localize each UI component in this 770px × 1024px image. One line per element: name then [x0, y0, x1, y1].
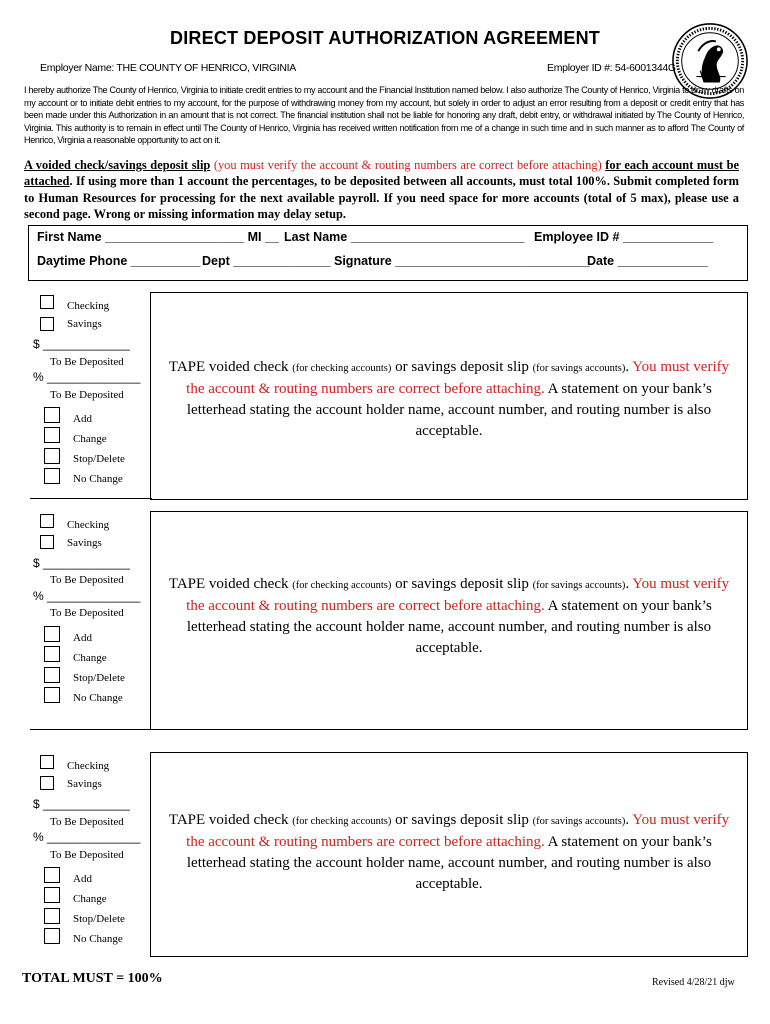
- daytime-phone-field[interactable]: Daytime Phone __________: [37, 254, 201, 268]
- revised-date: Revised 4/28/21 djw: [652, 977, 735, 988]
- account-block-3: [0, 752, 770, 957]
- checking-label: Checking: [67, 519, 110, 531]
- date-field[interactable]: Date _____________: [587, 254, 708, 268]
- dollar-amount-field[interactable]: $ _____________: [33, 556, 130, 570]
- percent-amount-field[interactable]: % ______________: [33, 589, 141, 603]
- dollar-to-be-deposited-label: To Be Deposited: [50, 574, 124, 586]
- no-change-checkbox[interactable]: [44, 928, 60, 944]
- first-name-field[interactable]: First Name ____________________: [37, 230, 245, 244]
- page-title: DIRECT DEPOSIT AUTHORIZATION AGREEMENT: [170, 28, 600, 48]
- change-label: Change: [73, 652, 107, 664]
- last-name-field[interactable]: Last Name _________________________: [284, 230, 525, 244]
- checking-checkbox[interactable]: [40, 514, 54, 528]
- instructions-voided-check: A voided check/savings deposit slip: [24, 158, 211, 172]
- add-checkbox[interactable]: [44, 626, 60, 642]
- change-checkbox[interactable]: [44, 887, 60, 903]
- stop-delete-checkbox[interactable]: [44, 667, 60, 683]
- employee-info-box: [28, 225, 748, 281]
- add-label: Add: [73, 632, 92, 644]
- dollar-to-be-deposited-label: To Be Deposited: [50, 356, 124, 368]
- add-label: Add: [73, 873, 92, 885]
- add-label: Add: [73, 413, 92, 425]
- savings-checkbox[interactable]: [40, 535, 54, 549]
- no-change-label: No Change: [73, 692, 123, 704]
- stop-delete-checkbox[interactable]: [44, 448, 60, 464]
- change-checkbox[interactable]: [44, 646, 60, 662]
- savings-checkbox[interactable]: [40, 776, 54, 790]
- instructions: [24, 157, 739, 223]
- savings-label: Savings: [67, 778, 102, 790]
- no-change-label: No Change: [73, 933, 123, 945]
- account-block-1: [0, 292, 770, 507]
- savings-label: Savings: [67, 318, 102, 330]
- savings-label: Savings: [67, 537, 102, 549]
- instructions-verify-note: (you must verify the account & routing numbers are correct before attaching): [213, 158, 602, 172]
- instructions-must-attach: for each account must be attached: [24, 158, 739, 189]
- tape-check-area: [150, 292, 748, 500]
- percent-to-be-deposited-label: To Be Deposited: [50, 607, 124, 619]
- employer-name: Employer Name: THE COUNTY OF HENRICO, VIRGINIA: [40, 62, 296, 74]
- tape-instructions: TAPE voided check (for checking accounts) or savings deposit slip (for savings accounts). You must verify the account & routing numbers are correct before attaching. A statement on your bank’s letterhead stating the account holder name, account number, and routing number is also acceptable.: [168, 359, 730, 439]
- stop-delete-label: Stop/Delete: [73, 913, 125, 925]
- checking-checkbox[interactable]: [40, 295, 54, 309]
- percent-to-be-deposited-label: To Be Deposited: [50, 849, 124, 861]
- checking-label: Checking: [67, 760, 110, 772]
- dollar-amount-field[interactable]: $ _____________: [33, 797, 130, 811]
- mi-field[interactable]: MI __: [247, 230, 279, 244]
- checking-label: Checking: [67, 300, 110, 312]
- dept-field[interactable]: Dept ______________: [202, 254, 331, 268]
- savings-checkbox[interactable]: [40, 317, 54, 331]
- dollar-to-be-deposited-label: To Be Deposited: [50, 816, 124, 828]
- stop-delete-label: Stop/Delete: [73, 672, 125, 684]
- no-change-checkbox[interactable]: [44, 468, 60, 484]
- no-change-checkbox[interactable]: [44, 687, 60, 703]
- instructions-body: . If using more than 1 account the percentages, to be deposited between all accounts, must total 100%. Submit completed form to Human Resources for processing for the next available payroll. If you need space for more accounts (total of 5 max), please use a second page. Wrong or missing information may delay setup.: [24, 174, 739, 222]
- account-block-2: [0, 511, 770, 733]
- stop-delete-checkbox[interactable]: [44, 908, 60, 924]
- dollar-amount-field[interactable]: $ _____________: [33, 337, 130, 351]
- no-change-label: No Change: [73, 473, 123, 485]
- change-label: Change: [73, 433, 107, 445]
- percent-to-be-deposited-label: To Be Deposited: [50, 389, 124, 401]
- percent-amount-field[interactable]: % ______________: [33, 370, 141, 384]
- employer-id: Employer ID #: 54-6001344G: [547, 62, 676, 74]
- percent-amount-field[interactable]: % ______________: [33, 830, 141, 844]
- tape-instructions: TAPE voided check (for checking accounts) or savings deposit slip (for savings accounts). You must verify the account & routing numbers are correct before attaching. A statement on your bank’s letterhead stating the account holder name, account number, and routing number is also acceptable.: [168, 576, 730, 656]
- change-checkbox[interactable]: [44, 427, 60, 443]
- tape-check-area: [150, 511, 748, 730]
- tape-check-area: [150, 752, 748, 957]
- change-label: Change: [73, 893, 107, 905]
- checking-checkbox[interactable]: [40, 755, 54, 769]
- employee-id-field[interactable]: Employee ID # _____________: [534, 230, 714, 244]
- total-must-equal-100: TOTAL MUST = 100%: [22, 971, 163, 986]
- tape-instructions: TAPE voided check (for checking accounts) or savings deposit slip (for savings accounts). You must verify the account & routing numbers are correct before attaching. A statement on your bank’s letterhead stating the account holder name, account number, and routing number is also acceptable.: [168, 812, 730, 892]
- authorization-text: I hereby authorize The County of Henrico, Virginia to initiate credit entries to my account and the Financial Institution named below. I also authorize The County of Henrico, Virginia to draw drafts on my account or to initiate debit entries to my account, for the purpose of withdrawing money from my account, but solely in order to adjust an error resulting from a deposit or credit entry that has been made under this Authorization in an amount that is not correct. The financial institution shall not be liable for honoring any draft, debit entry, or withdrawal initiated by The County of Henrico, Virginia. This authority is to remain in effect until The County of Henrico, Virginia has received written notification from me of a change in such time and in such manner as to afford The County of Henrico, Virginia a reasonable opportunity to act on it.: [24, 85, 744, 146]
- signature-field[interactable]: Signature ____________________________: [334, 254, 590, 268]
- add-checkbox[interactable]: [44, 867, 60, 883]
- stop-delete-label: Stop/Delete: [73, 453, 125, 465]
- add-checkbox[interactable]: [44, 407, 60, 423]
